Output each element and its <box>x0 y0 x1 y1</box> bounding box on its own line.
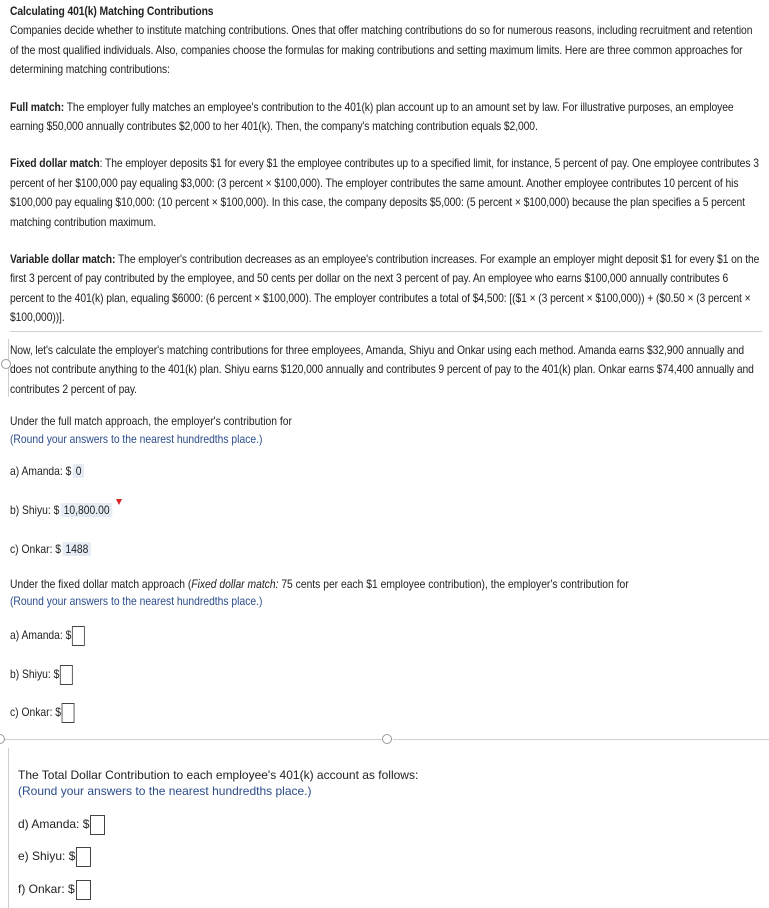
q3-onkar-input[interactable] <box>76 880 91 900</box>
section-divider-left-handle <box>0 734 5 744</box>
fixed-match-paragraph <box>10 154 762 232</box>
q2-shiyu-input[interactable] <box>60 665 73 685</box>
q1-onkar-row <box>10 542 91 556</box>
q2-amanda-input[interactable] <box>72 626 85 646</box>
fixed-match-text: : The employer deposits $1 for every $1 the employee contributes up to a specified limit, for instance, 5 percent of pay. One employee contributes 3 percent of her $100,000 pay equaling $3,000: (3 percent × $100,000). The employer contributes the same amount. Another employee contributes 10 percent of his $100,000 pay equaling $10,000: (10 percent × $100,000). In this case, the company deposits $5,000: (5 percent × $100,000) because the plan specifies a 5 percent matching contribution maximum. <box>10 156 759 229</box>
q1-shiyu-answer[interactable]: 10,800.00 <box>61 503 112 517</box>
scenario-text: Now, let's calculate the employer's matching contributions for three employees, Amanda, Shiyu and Onkar using each method. Amanda earns $32,900 annually and does not contribute anything to the 401(k) plan. Shiyu earns $120,000 annually and contributes 9 percent of pay to the 401(k) plan. Onkar earns $74,400 annually and contributes 2 percent of pay. <box>10 343 754 396</box>
intro-text: Companies decide whether to institute matching contributions. Ones that offer matching contributions do so for numerous reasons, including recruitment and retention of the most qualified individuals. Also, companies choose the formulas for making contributions and setting maximum limits. Here are three common approaches for determining matching contributions: <box>10 23 753 77</box>
divider-line <box>10 331 762 332</box>
q2-onkar-label: c) Onkar: $ <box>10 705 62 720</box>
q1-shiyu-label: b) Shiyu: $ <box>10 503 60 517</box>
q1-onkar-label: c) Onkar: $ <box>10 542 62 556</box>
q1-amanda-row <box>10 464 84 478</box>
q1-round-note: (Round your answers to the nearest hundredths place.) <box>10 432 263 446</box>
q1-amanda-label: a) Amanda: $ <box>10 464 72 478</box>
incorrect-mark-icon <box>116 499 122 505</box>
q2-amanda-label: a) Amanda: $ <box>10 628 72 643</box>
q2-onkar-row <box>10 703 75 723</box>
full-match-text: The employer fully matches an employee's contribution to the 401(k) plan account up to an amount set by law. For illustrative purposes, an employee earning $50,000 annually contributes $2,000 to her 401(k). Then, the company's matching contribution equals $2,000. <box>10 99 734 134</box>
q3-shiyu-input[interactable] <box>76 847 91 867</box>
q2-onkar-input[interactable] <box>62 703 75 723</box>
q2-amanda-row <box>10 626 85 646</box>
q2-prompt <box>10 577 629 591</box>
q2-prompt-end: 75 cents per each $1 employee contribution), the employer's contribution for <box>278 577 629 591</box>
q2-prompt-emphasis: Fixed dollar match: <box>191 577 279 591</box>
full-match-label: Full match: <box>10 99 65 114</box>
q1-prompt: Under the full match approach, the employer's contribution for <box>10 414 292 428</box>
section-divider-right <box>393 739 769 740</box>
section-divider-left <box>0 739 382 740</box>
variable-match-label: Variable dollar match: <box>10 252 116 267</box>
q3-onkar-row <box>18 880 91 900</box>
variable-match-paragraph <box>10 250 762 328</box>
q1-amanda-answer[interactable]: 0 <box>73 464 84 478</box>
q3-prompt: The Total Dollar Contribution to each employee's 401(k) account as follows: <box>18 768 419 782</box>
q2-shiyu-label: b) Shiyu: $ <box>10 667 60 682</box>
instructions <box>10 0 762 328</box>
q2-round-note: (Round your answers to the nearest hundredths place.) <box>10 594 263 608</box>
q1-onkar-answer[interactable]: 1488 <box>63 542 91 556</box>
q3-shiyu-label: e) Shiyu: $ <box>18 849 76 864</box>
full-match-paragraph <box>10 98 762 137</box>
q1-shiyu-row <box>10 503 112 517</box>
q2-prompt-start: Under the fixed dollar match approach ( <box>10 577 192 591</box>
q3-shiyu-row <box>18 847 91 867</box>
q2-shiyu-row <box>10 665 73 685</box>
q3-amanda-input[interactable] <box>90 815 105 835</box>
q3-amanda-label: d) Amanda: $ <box>18 817 90 832</box>
q3-round-note: (Round your answers to the nearest hundredths place.) <box>18 784 312 798</box>
q3-amanda-row <box>18 815 105 835</box>
scenario-section <box>10 341 762 399</box>
section-divider-handle[interactable] <box>382 734 392 744</box>
page-title: Calculating 401(k) Matching Contributions <box>10 4 214 18</box>
lower-left-margin-line <box>8 748 9 908</box>
q3-onkar-label: f) Onkar: $ <box>18 882 75 897</box>
variable-match-text: The employer's contribution decreases as an employee's contribution increases. For example an employer might deposit $1 for every $1 on the first 3 percent of pay contributed by the employee, and 50 cents per dollar on the next 3 percent of pay. An employee who earns $100,000 annually contributes 6 percent to the 401(k) plan, equaling $6000: (6 percent × $100,000). The employer contributes a total of $4,500: [($1 × (3 percent × $100,000)) + ($0.50 × (3 percent × $100,000))]. <box>10 252 760 325</box>
fixed-match-label: Fixed dollar match <box>10 156 100 171</box>
